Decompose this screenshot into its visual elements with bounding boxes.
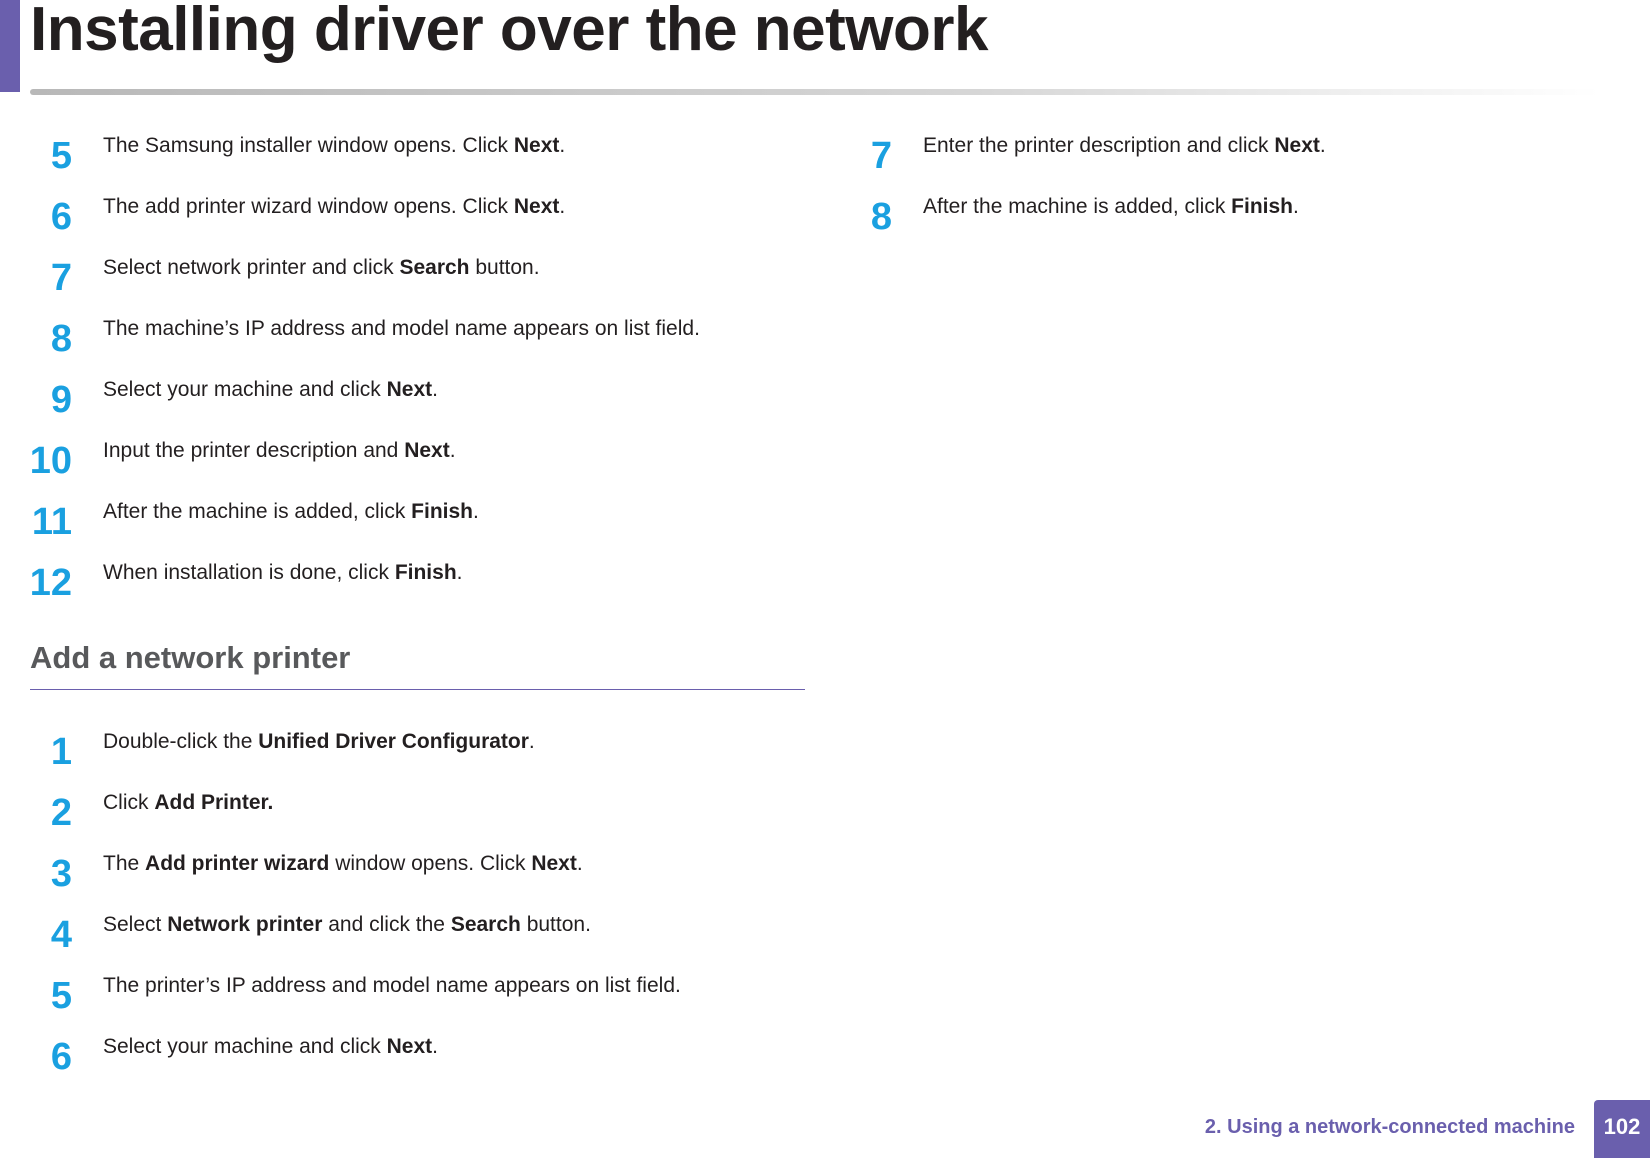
step-text xyxy=(103,314,700,344)
step-number: 7 xyxy=(50,257,72,299)
step-number: 10 xyxy=(29,440,72,482)
text-run: Select xyxy=(103,913,168,936)
step-number: 1 xyxy=(50,731,72,773)
step-text xyxy=(103,558,463,588)
step-text xyxy=(103,1032,438,1062)
step-text xyxy=(103,910,591,940)
text-run: The xyxy=(103,852,146,875)
step-text xyxy=(923,192,1299,222)
ui-term: Unified Driver Configurator xyxy=(258,730,529,753)
step-text xyxy=(103,497,479,527)
step-number: 5 xyxy=(50,135,72,177)
step-number: 12 xyxy=(29,562,72,604)
step-number: 5 xyxy=(50,975,72,1017)
ui-term: Finish xyxy=(394,561,457,584)
ui-term: Next xyxy=(386,378,433,401)
step-text xyxy=(103,788,273,818)
step-number: 11 xyxy=(31,501,72,543)
ui-term: Finish xyxy=(1231,195,1293,218)
text-run: button. xyxy=(520,913,591,936)
step-number: 3 xyxy=(50,853,72,895)
text-run: . xyxy=(432,1035,439,1058)
ui-term: Next xyxy=(386,1035,433,1058)
page-number: 102 xyxy=(1594,1100,1650,1158)
text-run: Click xyxy=(103,791,155,814)
text-run: The printer’s IP address and model name appears on list field. xyxy=(103,974,681,997)
step-text xyxy=(923,131,1326,161)
text-run: and click the xyxy=(322,913,451,936)
ui-term: Search xyxy=(450,913,521,936)
ui-term: Add printer wizard xyxy=(145,852,330,875)
text-run: Input the printer description and xyxy=(103,439,405,462)
step-text xyxy=(103,727,535,757)
text-run: . xyxy=(456,561,463,584)
step-number: 9 xyxy=(50,379,72,421)
text-run: window opens. Click xyxy=(329,852,532,875)
step-text xyxy=(103,375,438,405)
text-run: Double-click the xyxy=(103,730,259,753)
step-number: 6 xyxy=(50,196,72,238)
text-run: The machine’s IP address and model name appears on list field. xyxy=(103,317,700,340)
text-run: . xyxy=(559,195,566,218)
footer-chapter[interactable]: 2. Using a network-connected machine xyxy=(1204,1116,1575,1138)
title-divider xyxy=(30,89,1600,95)
text-run: Enter the printer description and click xyxy=(923,134,1275,157)
step-number: 2 xyxy=(50,792,72,834)
text-run: . xyxy=(528,730,535,753)
ui-term: Next xyxy=(513,195,560,218)
ui-term: Finish xyxy=(411,500,473,523)
step-number: 8 xyxy=(870,196,892,238)
ui-term: Next xyxy=(1274,134,1320,157)
ui-term: Next xyxy=(513,134,560,157)
ui-term: Search xyxy=(399,256,470,279)
text-run: . xyxy=(1319,134,1326,157)
step-number: 8 xyxy=(50,318,72,360)
step-text xyxy=(103,971,681,1001)
text-run: The add printer wizard window opens. Click xyxy=(103,195,514,218)
step-text xyxy=(103,192,565,222)
step-text xyxy=(103,253,540,283)
step-text xyxy=(103,849,583,879)
text-run: . xyxy=(473,500,479,523)
text-run: Select network printer and click xyxy=(103,256,400,279)
ui-term: Next xyxy=(404,439,450,462)
text-run: . xyxy=(576,852,583,875)
step-text xyxy=(103,436,456,466)
text-run: After the machine is added, click xyxy=(923,195,1232,218)
ui-term: Next xyxy=(531,852,577,875)
text-run: When installation is done, click xyxy=(103,561,395,584)
ui-term: Add Printer. xyxy=(154,791,274,814)
text-run: . xyxy=(1293,195,1299,218)
title-accent-bar xyxy=(0,0,20,92)
step-number: 7 xyxy=(870,135,892,177)
step-number: 6 xyxy=(50,1036,72,1078)
text-run: . xyxy=(449,439,456,462)
step-text xyxy=(103,131,565,161)
text-run: Select your machine and click xyxy=(103,378,387,401)
section-divider xyxy=(30,689,805,690)
text-run: The Samsung installer window opens. Click xyxy=(103,134,514,157)
section-heading: Add a network printer xyxy=(30,640,351,675)
text-run: . xyxy=(559,134,566,157)
text-run: Select your machine and click xyxy=(103,1035,387,1058)
text-run: After the machine is added, click xyxy=(103,500,412,523)
text-run: button. xyxy=(469,256,540,279)
text-run: . xyxy=(432,378,439,401)
step-number: 4 xyxy=(50,914,72,956)
page-title: Installing driver over the network xyxy=(30,0,989,64)
ui-term: Network printer xyxy=(167,913,323,936)
